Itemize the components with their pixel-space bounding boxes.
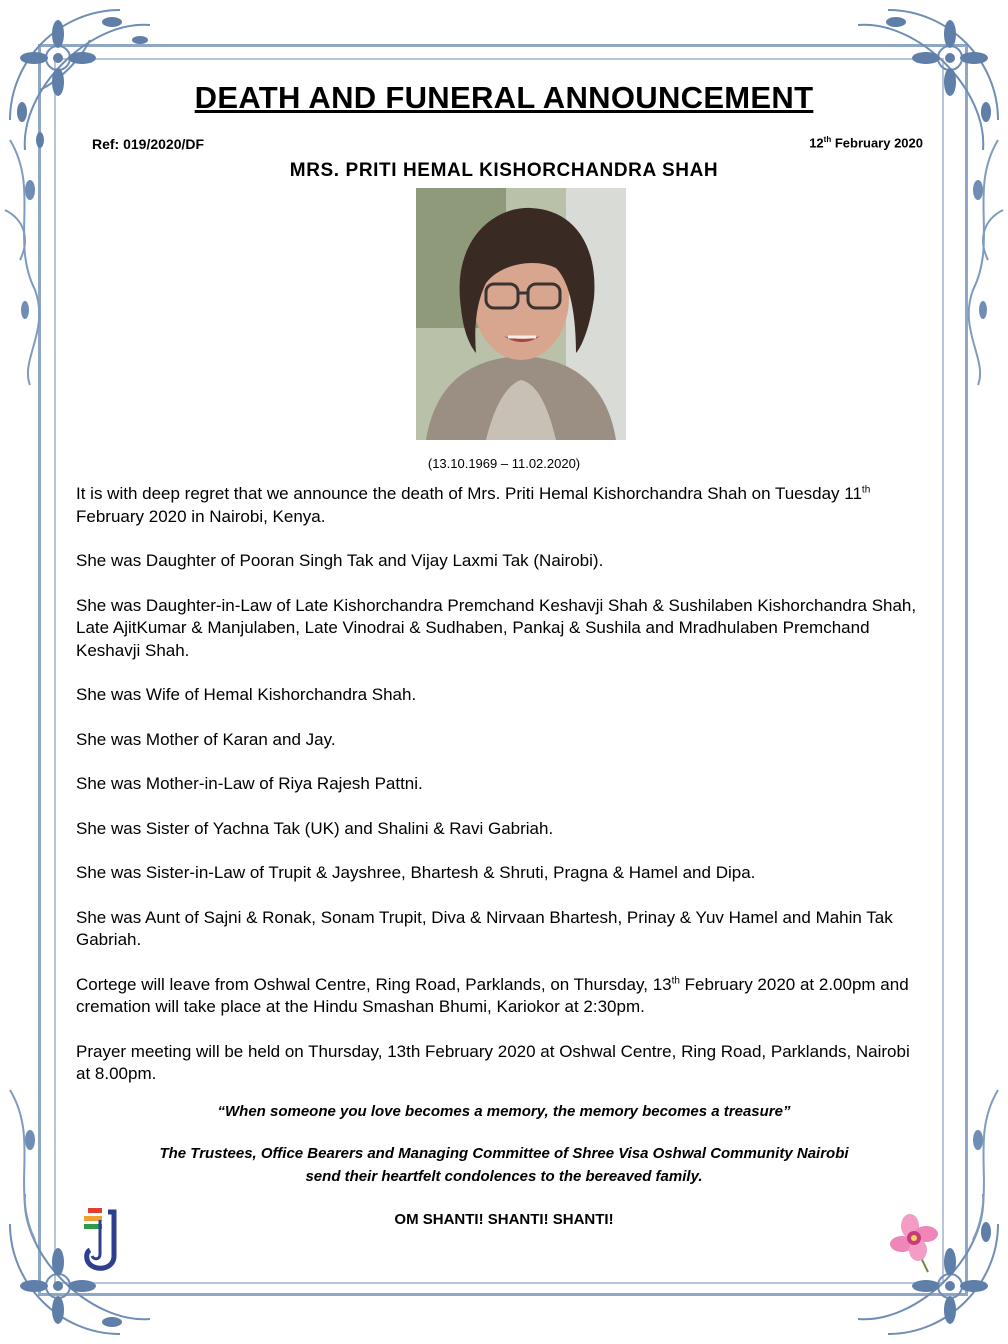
paragraph-text: Cortege will leave from Oshwal Centre, Ring Road, Parklands, on Thursday, 13 [76, 974, 672, 994]
paragraph-prayer-meeting: Prayer meeting will be held on Thursday, 13th February 2020 at Oshwal Centre, Ring Road, Parklands, Nairobi at 8.00pm. [76, 1041, 910, 1083]
paragraph-nieces-nephews: She was Aunt of Sajni & Ronak, Sonam Trupit, Diva & Nirvaan Bhartesh, Prinay & Yuv Hamel and Mahin Tak Gabriah. [76, 907, 893, 949]
ordinal-suffix: th [671, 974, 680, 986]
reference-number: Ref: 019/2020/DF [92, 136, 205, 152]
om-shanti-text: OM SHANTI! SHANTI! SHANTI! [394, 1211, 614, 1228]
orchid-icon [888, 1212, 944, 1276]
paragraph-in-laws: She was Daughter-in-Law of Late Kishorchandra Premchand Keshavji Shah & Sushilaben Kishorchandra Shah, Late AjitKumar & Manjulaben, Late Vinodrai & Sudhaben, Pankaj & Sushila and Mradhulaben Premchand Keshavji Shah. [76, 595, 917, 660]
paragraph-text: February 2020 at 2.00pm and cremation will take place at the Hindu Smashan Bhumi, Kariokor at 2:30pm. [76, 974, 909, 1016]
paragraph-siblings-in-law: She was Sister-in-Law of Trupit & Jayshree, Bhartesh & Shruti, Pragna & Hamel and Dipa. [76, 863, 756, 882]
paragraph-parents: She was Daughter of Pooran Singh Tak and Vijay Laxmi Tak (Nairobi). [76, 551, 604, 570]
portrait-photo [416, 188, 626, 440]
date-suffix: th [823, 135, 832, 144]
date-rest: February 2020 [831, 135, 923, 151]
paragraph-text: It is with deep regret that we announce the death of Mrs. Priti Hemal Kishorchandra Shah on Tuesday 11 [76, 484, 862, 503]
announcement-body [76, 483, 926, 1108]
ordinal-suffix: th [861, 484, 871, 496]
paragraph-daughter-in-law: She was Mother-in-Law of Riya Rajesh Pattni. [76, 774, 423, 793]
deceased-name: MRS. PRITI HEMAL KISHORCHANDRA SHAH [289, 160, 719, 181]
community-logo-icon [80, 1206, 120, 1274]
life-dates: (13.10.1969 – 11.02.2020) [427, 456, 581, 471]
paragraph-cortege [76, 974, 926, 1019]
paragraph-announcement [76, 483, 926, 528]
portrait-image [416, 188, 626, 440]
condolence-line: send their heartfelt condolences to the bereaved family. [305, 1168, 703, 1185]
page-title: DEATH AND FUNERAL ANNOUNCEMENT [194, 80, 814, 115]
paragraph-siblings: She was Sister of Yachna Tak (UK) and Shalini & Ravi Gabriah. [76, 818, 554, 838]
memorial-quote: “When someone you love becomes a memory, the memory becomes a treasure” [217, 1103, 791, 1120]
date-day: 12 [809, 135, 824, 151]
paragraph-husband: She was Wife of Hemal Kishorchandra Shah. [76, 685, 417, 704]
announcement-date [809, 135, 923, 150]
condolence-line: The Trustees, Office Bearers and Managing Committee of Shree Visa Oshwal Community Nairobi [159, 1145, 849, 1162]
paragraph-text: February 2020 in Nairobi, Kenya. [76, 506, 326, 526]
paragraph-children: She was Mother of Karan and Jay. [76, 729, 336, 749]
condolence-message [0, 1142, 1008, 1188]
